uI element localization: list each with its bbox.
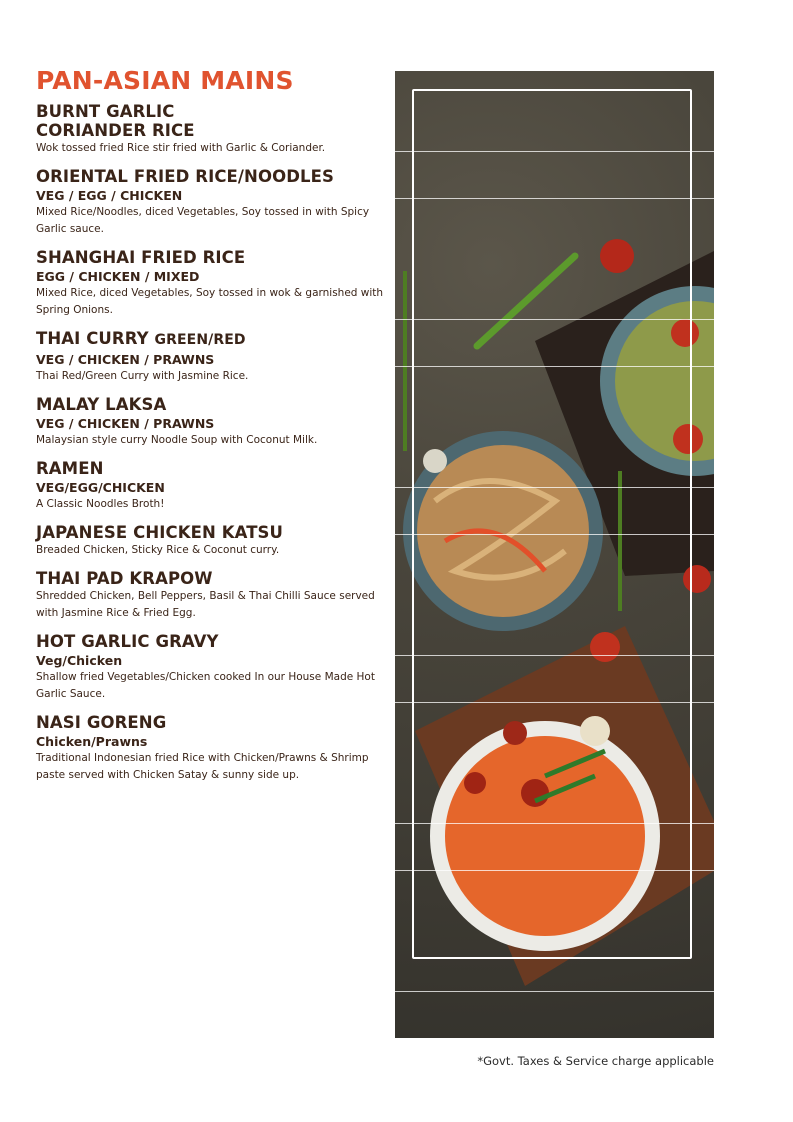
item-variants: Chicken/Prawns [36,734,148,749]
item-description: Mixed Rice/Noodles, diced Vegetables, Soy tossed in with Spicy Garlic sauce. [36,206,370,235]
item-description: Thai Red/Green Curry with Jasmine Rice. [36,370,249,382]
item-variants: VEG / CHICKEN / PRAWNS [36,352,215,367]
menu-item [36,248,386,319]
menu-item [36,329,386,385]
item-name: MALAY LAKSA [36,395,167,414]
item-description: A Classic Noodles Broth! [36,498,165,510]
item-description: Shallow fried Vegetables/Chicken cooked In our House Made Hot Garlic Sauce. [36,671,375,700]
menu-item [36,713,386,784]
item-name: HOT GARLIC GRAVY [36,632,219,651]
item-name: NASI GORENG [36,713,167,732]
item-name-suffix: GREEN/RED [154,332,246,348]
section-title: PAN-ASIAN MAINS [36,66,294,95]
item-description: Shredded Chicken, Bell Peppers, Basil & Thai Chilli Sauce served with Jasmine Rice & Fried Egg. [36,590,375,619]
menu-item [36,632,386,703]
menu-item [36,569,386,622]
menu-column [36,66,386,794]
item-name-main: THAI CURRY [36,329,149,348]
item-name: ORIENTAL FRIED RICE/NOODLES [36,167,334,186]
item-variants: EGG / CHICKEN / MIXED [36,269,200,284]
menu-item [36,459,386,513]
white-frame [412,89,692,959]
menu-item [36,523,386,559]
tax-note: *Govt. Taxes & Service charge applicable [477,1054,714,1068]
item-description: Malaysian style curry Noodle Soup with Coconut Milk. [36,434,318,446]
menu-item [36,395,386,449]
divider-line [395,991,714,992]
item-variants: VEG / CHICKEN / PRAWNS [36,416,215,431]
item-description: Mixed Rice, diced Vegetables, Soy tossed in wok & garnished with Spring Onions. [36,287,384,316]
item-description: Traditional Indonesian fried Rice with Chicken/Prawns & Shrimp paste served with Chicken Satay & sunny side up. [36,752,369,781]
item-description: Wok tossed fried Rice stir fried with Garlic & Coriander. [36,142,326,154]
item-name: BURNT GARLIC CORIANDER RICE [36,102,195,140]
item-name: RAMEN [36,459,104,478]
item-variants: VEG / EGG / CHICKEN [36,188,183,203]
menu-item [36,167,386,238]
item-name: SHANGHAI FRIED RICE [36,248,246,267]
item-name: JAPANESE CHICKEN KATSU [36,523,284,542]
food-photo [395,71,714,1038]
item-variants: Veg/Chicken [36,653,123,668]
item-name: THAI PAD KRAPOW [36,569,213,588]
item-variants: VEG/EGG/CHICKEN [36,480,165,495]
item-name [36,329,386,350]
menu-item [36,102,386,157]
item-description: Breaded Chicken, Sticky Rice & Coconut curry. [36,544,280,556]
